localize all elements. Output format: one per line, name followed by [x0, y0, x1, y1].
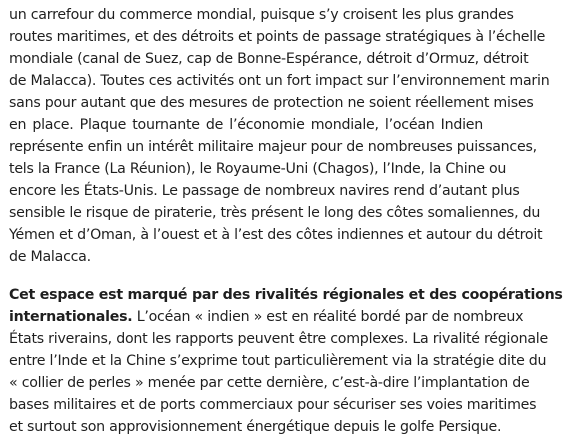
text-line-mixed [9, 306, 524, 328]
text-line: Yémen et d’Oman, à l’ouest et à l’est des côtes indiennes et autour du détroit [9, 227, 543, 243]
text-line: tels la France (La Réunion), le Royaume-Uni (Chagos), l’Inde, la Chine ou [9, 161, 507, 177]
text-line: bases militaires et de ports commerciaux pour sécuriser ses voies maritimes [9, 397, 537, 413]
text-run: L’océan « indien » est en réalité bordé par de nombreux [132, 309, 524, 325]
text-line: entre l’Inde et la Chine s’exprime tout particulièrement via la stratégie dite du [9, 353, 547, 369]
text-line: routes maritimes, et des détroits et points de passage stratégiques à l’échelle [9, 29, 546, 45]
text-line: États riverains, dont les rapports peuvent être complexes. La rivalité régionale [9, 331, 548, 347]
text-line: représente enfin un intérêt militaire majeur pour de nombreuses puissances, [9, 139, 537, 155]
text-line: mondiale (canal de Suez, cap de Bonne-Espérance, détroit d’Ormuz, détroit [9, 51, 529, 67]
text-line: de Malacca. [9, 249, 91, 265]
text-line: en place. Plaque tournante de l’économie mondiale, l’océan Indien [9, 117, 483, 133]
text-line: encore les États-Unis. Le passage de nombreux navires rend d’autant plus [9, 183, 520, 199]
text-line: et surtout son approvisionnement énergétique depuis le golfe Persique. [9, 419, 502, 435]
text-line: sans pour autant que des mesures de protection ne soient réellement mises [9, 95, 534, 111]
text-line: « collier de perles » menée par cette dernière, c’est-à-dire l’implantation de [9, 375, 530, 391]
text-line: un carrefour du commerce mondial, puisque s’y croisent les plus grandes [9, 7, 514, 23]
text-line: sensible le risque de piraterie, très présent le long des côtes somaliennes, du [9, 205, 541, 221]
paragraph-heading-line: Cet espace est marqué par des rivalités régionales et des coopérations [9, 287, 563, 303]
text-line: de Malacca). Toutes ces activités ont un fort impact sur l’environnement marin [9, 73, 550, 89]
paragraph-heading-end: internationales. [9, 309, 133, 325]
